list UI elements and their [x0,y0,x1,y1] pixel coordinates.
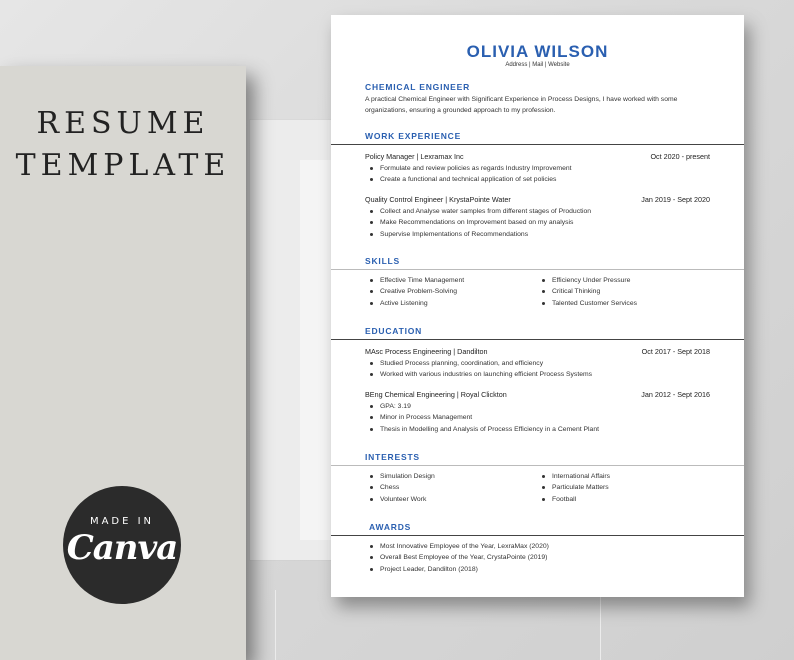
skill-item: Talented Customer Services [537,298,709,309]
work-title: Policy Manager | Lexramax Inc [365,152,464,161]
resume-name: OLIVIA WILSON [466,42,609,61]
interest-item: Particulate Matters [537,482,709,493]
interest-item: Simulation Design [365,471,537,482]
work-entry [365,152,710,186]
education-bullet: Worked with various industries on launching efficient Process Systems [365,369,710,380]
education-dates: Jan 2012 - Sept 2016 [641,390,710,399]
made-in-canva-badge [63,486,181,604]
section-title-work: WORK EXPERIENCE [365,131,462,141]
section-divider [331,269,744,270]
section-title-interests: INTERESTS [365,452,420,462]
resume-summary: A practical Chemical Engineer with Significant Experience in Process Designs, I have worked with some organizations, ensuring a grounded approach to my profession. [365,96,678,114]
badge-brand-text: Canva [66,528,178,568]
skill-item: Active Listening [365,298,537,309]
work-bullet: Make Recommendations on Improvement based on my analysis [365,217,710,228]
section-divider [331,535,744,536]
skill-item: Creative Problem-Solving [365,286,537,297]
interest-item: International Affairs [537,471,709,482]
skill-item: Critical Thinking [537,286,709,297]
cover-title-line-2: TEMPLATE [15,148,231,183]
cover-title-line-1: RESUME [36,106,210,141]
badge-made-in-text: MADE IN [89,516,155,527]
education-title: BEng Chemical Engineering | Royal Clickton [365,390,507,399]
award-item: Project Leader, Dandilton (2018) [365,564,710,575]
award-item: Overall Best Employee of the Year, CrystaPointe (2019) [365,552,710,563]
decorative-cord [275,590,276,660]
interest-item: Chess [365,482,537,493]
section-title-education: EDUCATION [365,326,423,336]
work-bullet: Supervise Implementations of Recommendations [365,229,710,240]
education-entry [365,347,710,381]
interest-item: Football [537,494,709,505]
work-title: Quality Control Engineer | KrystaPointe Water [365,195,511,204]
education-bullet: GPA: 3.19 [365,401,710,412]
resume-contact: Address | Mail | Website [505,62,570,68]
resume-headline: CHEMICAL ENGINEER [365,82,471,92]
education-title: MAsc Process Engineering | Dandilton [365,347,488,356]
work-bullet: Formulate and review policies as regards Industry Improvement [365,163,710,174]
section-divider [331,339,744,340]
resume-page [331,15,744,597]
award-item: Most Innovative Employee of the Year, LexraMax (2020) [365,541,710,552]
skill-item: Efficiency Under Pressure [537,275,709,286]
interest-item: Volunteer Work [365,494,537,505]
education-bullet: Thesis in Modelling and Analysis of Process Efficiency in a Cement Plant [365,424,710,435]
section-title-awards: AWARDS [369,522,412,532]
cover-card [0,66,246,660]
education-bullet: Studied Process planning, coordination, and efficiency [365,358,710,369]
work-dates: Jan 2019 - Sept 2020 [641,195,710,204]
work-bullet: Create a functional and technical application of set policies [365,174,710,185]
awards-list [365,539,710,575]
section-divider [331,144,744,145]
work-entry [365,195,710,240]
education-entry [365,390,710,435]
skill-item: Effective Time Management [365,275,537,286]
education-bullet: Minor in Process Management [365,412,710,423]
skills-list [365,273,710,309]
section-title-skills: SKILLS [365,256,401,266]
interests-list [365,469,710,505]
education-dates: Oct 2017 - Sept 2018 [641,347,710,356]
section-divider [331,465,744,466]
work-dates: Oct 2020 - present [650,152,710,161]
work-bullet: Collect and Analyse water samples from different stages of Production [365,206,710,217]
